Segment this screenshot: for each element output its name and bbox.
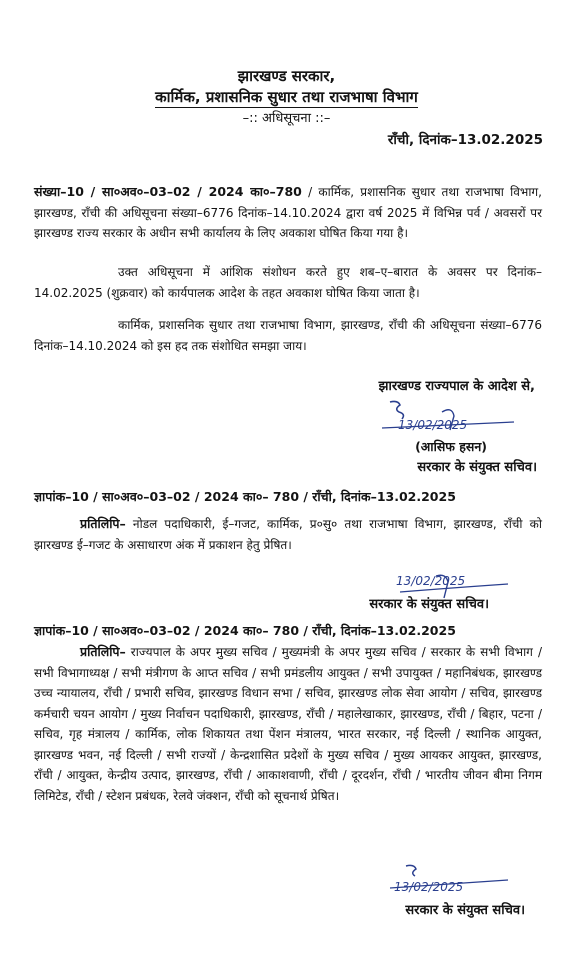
department-heading [0, 87, 573, 107]
memo-2-signature-date-scribble: 13/02/2025 [394, 880, 464, 894]
signatory-name: (आसिफ हसन) [415, 439, 487, 454]
notification-paragraph-1-text: / कार्मिक, प्रशासनिक सुधार तथा राजभाषा विभाग, झारखण्ड, राँची की अधिसूचना संख्या–6776 दिनांक–14.10.2024 द्वारा वर्ष 2025 में विभिन्न पर्व / अवसरों पर झारखण्ड राज्य सरकार के अधीन सभी कार्यालय के लिए अवकाश घोषित किया गया है। [34, 185, 543, 240]
memo-2-signatory-title: सरकार के संयुक्त सचिव। [405, 903, 525, 918]
memo-1-text: नोडल पदाधिकारी, ई–गजट, कार्मिक, प्र०सु० तथा राजभाषा विभाग, झारखण्ड, राँची को झारखण्ड ई–गजट के असाधारण अंक में प्रकाशन हेतु प्रेषित। [34, 517, 542, 552]
memo-2-number: ज्ञापांक–10 / सा०अव०–03–02 / 2024 का०– 780 / राँची, दिनांक–13.02.2025 [34, 623, 456, 638]
memo-2-label: प्रतिलिपि– [80, 644, 126, 659]
government-heading: झारखण्ड सरकार, [237, 67, 336, 85]
notification-paragraph-1 [34, 182, 542, 244]
notification-number: संख्या–10 / सा०अव०–03–02 / 2024 का०–780 [34, 184, 302, 199]
memo-2-copy [34, 642, 542, 806]
signature-date-scribble: 13/02/2025 [398, 418, 468, 432]
notification-paragraph-2: उक्त अधिसूचना में आंशिक संशोधन करते हुए शब–ए–बारात के अवसर पर दिनांक–14.02.2025 (शुक्रवार) को कार्यपालक आदेश के तहत अवकाश घोषित किया जाता है। [34, 265, 542, 300]
notification-title: –:: अधिसूचना ::– [242, 111, 331, 126]
notification-paragraph-3: कार्मिक, प्रशासनिक सुधार तथा राजभाषा विभाग, झारखण्ड, राँची की अधिसूचना संख्या–6776 दिनांक–14.10.2024 को इस हद तक संशोधित समझा जाय। [34, 318, 542, 353]
department-heading-text: कार्मिक, प्रशासनिक सुधार तथा राजभाषा विभाग [155, 88, 418, 106]
governor-order-line: झारखण्ड राज्यपाल के आदेश से, [378, 379, 535, 394]
memo-1-number: ज्ञापांक–10 / सा०अव०–03–02 / 2024 का०– 780 / राँची, दिनांक–13.02.2025 [34, 489, 456, 504]
place-date: राँची, दिनांक–13.02.2025 [387, 132, 543, 148]
signatory-title: सरकार के संयुक्त सचिव। [417, 460, 537, 475]
memo-1-signature-date-scribble: 13/02/2025 [396, 574, 466, 588]
memo-2-text: राज्यपाल के अपर मुख्य सचिव / मुख्यमंत्री के अपर मुख्य सचिव / सरकार के सभी विभाग / सभी विभागाध्यक्ष / सभी मंत्रीगण के आप्त सचिव / सभी प्रमंडलीय आयुक्त / सभी उपायुक्त / महानिबंधक, झारखण्ड उच्च न्यायालय, राँची / प्रभारी सचिव, झारखण्ड विधान सभा / सचिव, झारखण्ड लोक सेवा आयोग / सचिव, झारखण्ड कर्मचारी चयन आयोग / मुख्य निर्वाचन पदाधिकारी, झारखण्ड, राँची / महालेखाकार, झारखण्ड, राँची / बिहार, पटना / सचिव, गृह मंत्रालय / कार्मिक, लोक शिकायत तथा पेंशन मंत्रालय, भारत सरकार, नई दिल्ली / स्थानिक आयुक्त, झारखण्ड भवन, नई दिल्ली / सभी राज्यों / केन्द्रशासित प्रदेशों के मुख्य सचिव / मुख्य आयकर आयुक्त, झारखण्ड, राँची / आयुक्त, केन्द्रीय उत्पाद, झारखण्ड, राँची / आकाशवाणी, राँची / दूरदर्शन, राँची / भारतीय जीवन बीमा निगम लिमिटेड, राँची / स्टेशन प्रबंधक, रेलवे जंक्शन, राँची को सूचनार्थ प्रेषित। [34, 645, 542, 803]
memo-1-copy [34, 514, 542, 555]
memo-1-signatory-title: सरकार के संयुक्त सचिव। [369, 597, 489, 612]
memo-1-label: प्रतिलिपि– [80, 516, 126, 531]
